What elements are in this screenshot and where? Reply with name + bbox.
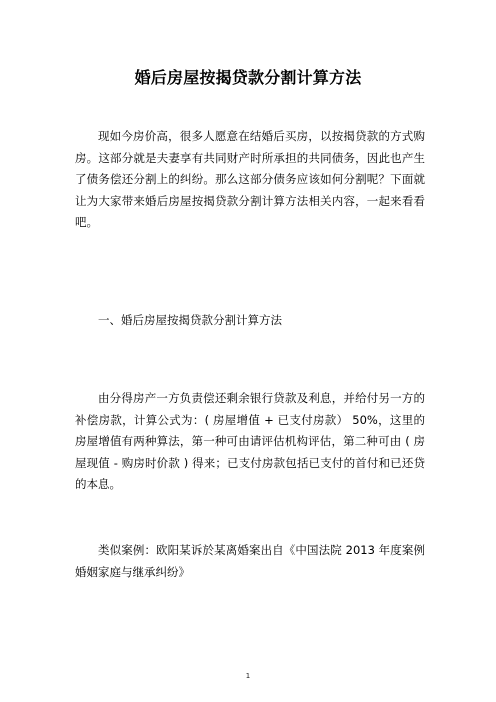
intro-paragraph: 现如今房价高，很多人愿意在结婚后买房，以按揭贷款的方式购房。这部分就是夫妻享有共同财产时所承担的共同债务，因此也产生了债务偿还分割上的纠纷。那么这部分债务应该如何分割呢？下面就让为大家带来婚后房屋按揭贷款分割计算方法相关内容，一起来看看吧。 bbox=[75, 129, 425, 229]
case-reference-paragraph: 类似案例：欧阳某诉於某离婚案出自《中国法院 2013 年度案例 婚姻家庭与继承纠纷》 bbox=[75, 543, 425, 579]
calculation-paragraph: 由分得房产一方负责偿还剩余银行贷款及利息，并给付另一方的补偿房款，计算公式为：( 房屋增值 + 已支付房款） 50%，这里的房屋增值有两种算法，第一种可由请评估机构评估，第二种可由 ( 房屋现值 - 购房时价款 ) 得来；已支付房款包括已支付的首付和已还贷的本息。 bbox=[75, 391, 425, 491]
document-title: 婚后房屋按揭贷款分割计算方法 bbox=[134, 68, 362, 87]
section-heading: 一、婚后房屋按揭贷款分割计算方法 bbox=[98, 313, 282, 327]
page-number: 1 bbox=[245, 672, 251, 680]
